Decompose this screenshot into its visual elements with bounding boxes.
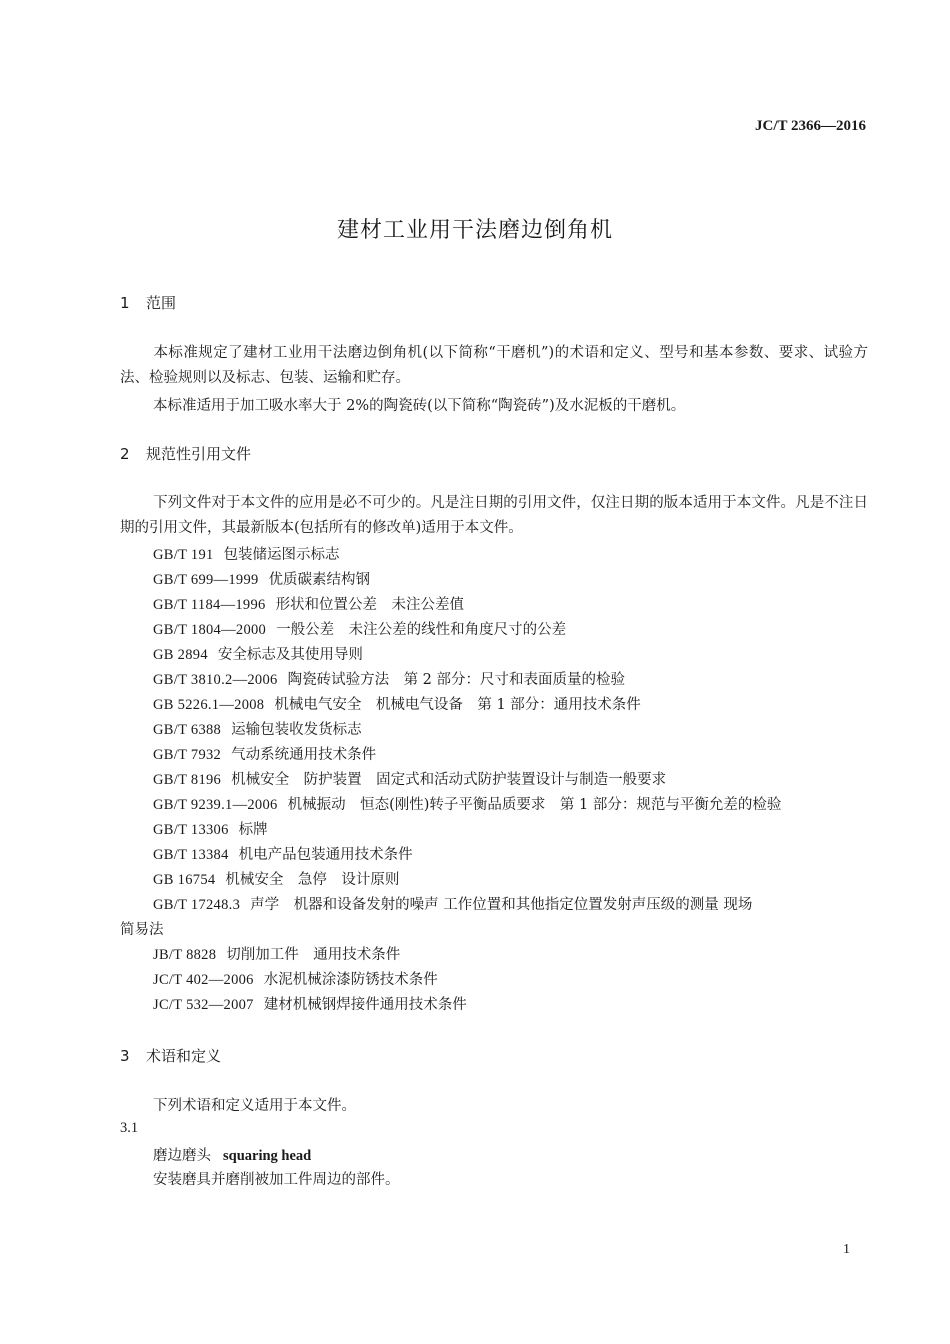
section-title: 范围 bbox=[146, 294, 177, 312]
reference-title: 切削加工件 通用技术条件 bbox=[226, 947, 401, 963]
reference-item bbox=[153, 868, 399, 889]
reference-code: GB/T 13384 bbox=[153, 847, 229, 863]
reference-title: 水泥机械涂漆防锈技术条件 bbox=[263, 972, 438, 988]
reference-title: 机电产品包装通用技术条件 bbox=[238, 847, 413, 863]
reference-item bbox=[153, 743, 376, 764]
section-number: 3 bbox=[120, 1047, 130, 1065]
term-chinese: 磨边磨头 bbox=[153, 1148, 211, 1164]
term-entry bbox=[153, 1144, 311, 1165]
reference-title-continuation: 简易法 bbox=[120, 922, 164, 938]
reference-item bbox=[153, 818, 268, 839]
reference-title: 优质碳素结构钢 bbox=[268, 572, 371, 588]
reference-item bbox=[153, 668, 625, 689]
reference-item bbox=[153, 768, 666, 789]
scope-paragraph-2: 本标准适用于加工吸水率大于 2%的陶瓷砖(以下简称“陶瓷砖”)及水泥板的干磨机。 bbox=[153, 398, 686, 414]
section-1-heading bbox=[120, 292, 176, 313]
section-3-heading bbox=[120, 1045, 221, 1066]
reference-code: GB/T 3810.2—2006 bbox=[153, 672, 278, 688]
reference-item bbox=[153, 993, 467, 1014]
reference-title: 声学 机器和设备发射的噪声 工作位置和其他指定位置发射声压级的测量 现场 bbox=[250, 897, 753, 913]
page-number: 1 bbox=[843, 1242, 850, 1257]
reference-code: GB/T 17248.3 bbox=[153, 897, 241, 913]
reference-title: 标牌 bbox=[238, 822, 268, 838]
reference-item bbox=[153, 693, 641, 714]
reference-item bbox=[153, 793, 781, 814]
reference-item bbox=[153, 543, 340, 564]
reference-item bbox=[153, 618, 566, 639]
section-2-heading bbox=[120, 443, 251, 464]
reference-code: GB/T 13306 bbox=[153, 822, 229, 838]
scope-paragraph-1 bbox=[120, 341, 868, 391]
reference-item bbox=[153, 943, 400, 964]
section-number: 1 bbox=[120, 294, 130, 312]
reference-item bbox=[153, 893, 752, 914]
reference-title: 机械振动 恒态(刚性)转子平衡品质要求 第 1 部分：规范与平衡允差的检验 bbox=[287, 797, 782, 813]
reference-code: JB/T 8828 bbox=[153, 947, 217, 963]
reference-item bbox=[153, 643, 363, 664]
term-number: 3.1 bbox=[120, 1120, 139, 1136]
reference-code: GB/T 9239.1—2006 bbox=[153, 797, 278, 813]
reference-code: GB/T 1804—2000 bbox=[153, 622, 267, 638]
reference-code: JC/T 532—2007 bbox=[153, 997, 254, 1013]
reference-item bbox=[153, 568, 370, 589]
reference-code: GB/T 1184—1996 bbox=[153, 597, 266, 613]
section-title: 术语和定义 bbox=[146, 1047, 222, 1065]
term-english: squaring head bbox=[223, 1148, 312, 1164]
standard-code: JC/T 2366—2016 bbox=[755, 118, 866, 134]
reference-title: 机械安全 急停 设计原则 bbox=[225, 872, 400, 888]
reference-title: 安全标志及其使用导则 bbox=[217, 647, 363, 663]
reference-code: GB/T 7932 bbox=[153, 747, 222, 763]
reference-title: 气动系统通用技术条件 bbox=[231, 747, 377, 763]
reference-title: 运输包装收发货标志 bbox=[231, 722, 362, 738]
reference-item bbox=[153, 718, 362, 739]
reference-code: GB/T 699—1999 bbox=[153, 572, 259, 588]
reference-code: GB 5226.1—2008 bbox=[153, 697, 265, 713]
reference-code: GB/T 8196 bbox=[153, 772, 222, 788]
reference-item bbox=[153, 593, 464, 614]
terms-intro: 下列术语和定义适用于本文件。 bbox=[153, 1098, 356, 1114]
reference-code: GB 2894 bbox=[153, 647, 208, 663]
reference-item bbox=[153, 843, 413, 864]
reference-title: 机械安全 防护装置 固定式和活动式防护装置设计与制造一般要求 bbox=[231, 772, 667, 788]
section-number: 2 bbox=[120, 445, 130, 463]
section-title: 规范性引用文件 bbox=[146, 445, 252, 463]
reference-code: GB 16754 bbox=[153, 872, 216, 888]
references-intro bbox=[120, 491, 868, 541]
reference-code: JC/T 402—2006 bbox=[153, 972, 254, 988]
paragraph-text: 下列文件对于本文件的应用是必不可少的。凡是注日期的引用文件，仅注日期的版本适用于本文件。凡是不注日期的引用文件，其最新版本(包括所有的修改单)适用于本文件。 bbox=[120, 495, 868, 536]
reference-item bbox=[153, 968, 438, 989]
reference-title: 一般公差 未注公差的线性和角度尺寸的公差 bbox=[276, 622, 567, 638]
reference-code: GB/T 191 bbox=[153, 547, 214, 563]
term-definition: 安装磨具并磨削被加工件周边的部件。 bbox=[153, 1172, 400, 1188]
reference-title: 陶瓷砖试验方法 第 2 部分：尺寸和表面质量的检验 bbox=[287, 672, 626, 688]
document-title: 建材工业用干法磨边倒角机 bbox=[336, 218, 613, 243]
reference-code: GB/T 6388 bbox=[153, 722, 222, 738]
reference-title: 包装储运图示标志 bbox=[223, 547, 340, 563]
reference-title: 建材机械钢焊接件通用技术条件 bbox=[263, 997, 467, 1013]
paragraph-text: 本标准规定了建材工业用干法磨边倒角机(以下简称“干磨机”)的术语和定义、型号和基本参数、要求、试验方法、检验规则以及标志、包装、运输和贮存。 bbox=[120, 345, 868, 386]
reference-title: 形状和位置公差 未注公差值 bbox=[275, 597, 465, 613]
reference-title: 机械电气安全 机械电气设备 第 1 部分：通用技术条件 bbox=[274, 697, 641, 713]
